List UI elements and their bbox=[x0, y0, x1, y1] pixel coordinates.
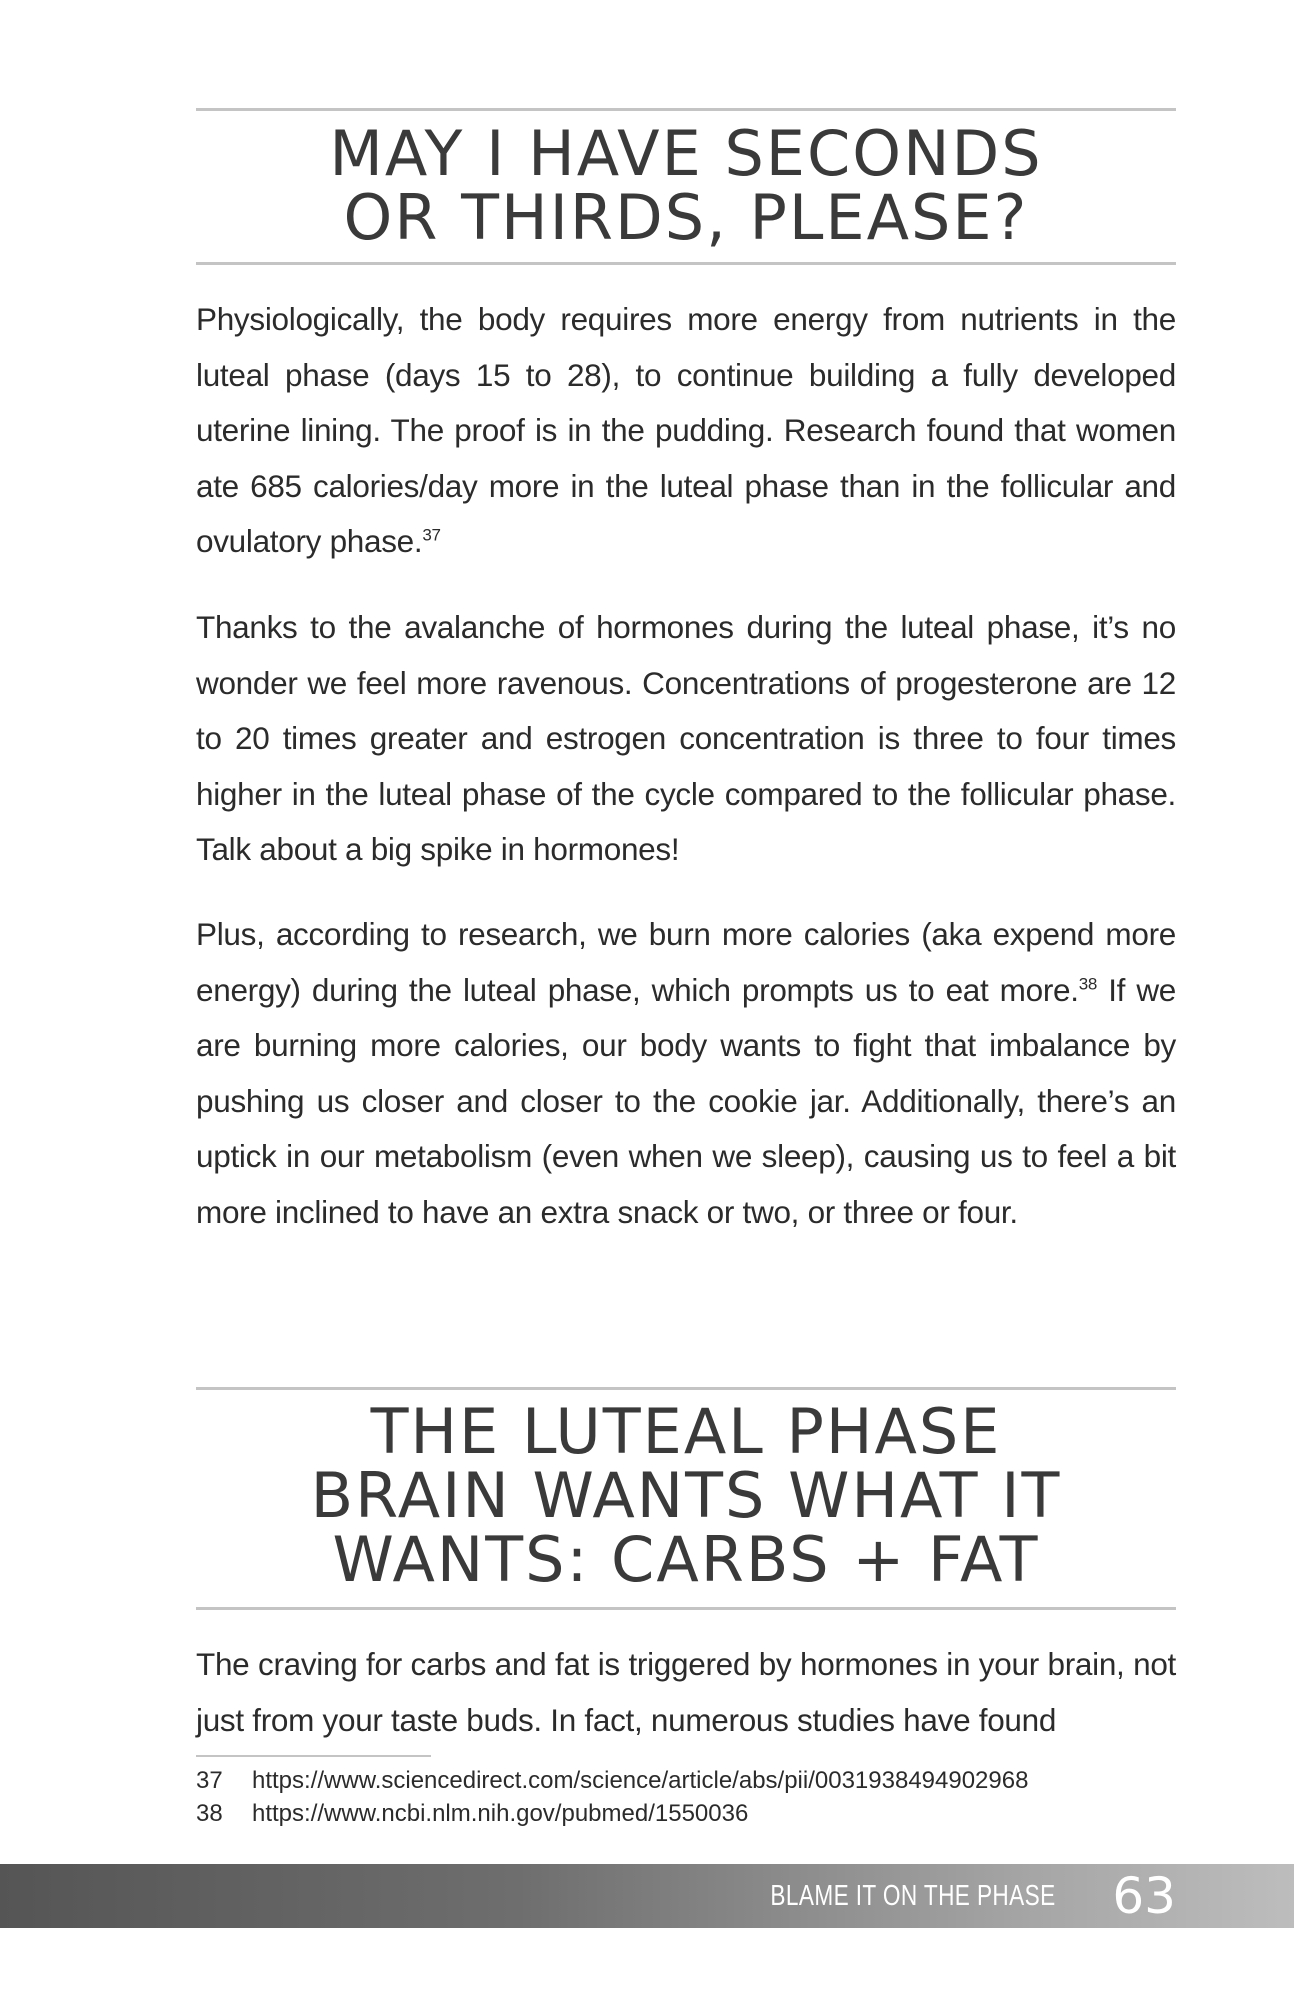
paragraph-text: Plus, according to research, we burn more calories (aka expend more energy) during the luteal phase, which prompts us to eat more. bbox=[196, 916, 1176, 1008]
footnote-number: 38 bbox=[196, 1800, 223, 1827]
footnote-number: 37 bbox=[196, 1767, 223, 1794]
paragraph-text: Physiologically, the body requires more energy from nutrients in the luteal phase (days 15 to 28), to continue building a fully developed uterine lining. The proof is in the pudding. Research found that women ate 685 calories/day more in the luteal phase than in the follicular and ovulatory phase. bbox=[196, 301, 1176, 559]
body-paragraph bbox=[196, 292, 1176, 570]
body-paragraph bbox=[196, 600, 1176, 878]
heading-bottom-rule bbox=[196, 1607, 1176, 1610]
body-paragraph bbox=[196, 907, 1176, 1240]
heading-line: BRAIN WANTS WHAT IT bbox=[310, 1459, 1062, 1532]
footnote-ref[interactable]: 38 bbox=[1078, 974, 1097, 993]
footnote-link[interactable]: https://www.ncbi.nlm.nih.gov/pubmed/1550036 bbox=[252, 1800, 749, 1827]
heading-line: THE LUTEAL PHASE bbox=[370, 1395, 1002, 1468]
footnote-divider bbox=[196, 1755, 431, 1757]
heading-line: OR THIRDS, PLEASE? bbox=[343, 181, 1029, 254]
footnote-item bbox=[196, 1797, 1176, 1830]
heading-bottom-rule bbox=[196, 262, 1176, 265]
section-heading bbox=[196, 1395, 1176, 1596]
heading-top-rule bbox=[196, 1387, 1176, 1390]
footnote-link[interactable]: https://www.sciencedirect.com/science/article/abs/pii/0031938494902968 bbox=[252, 1767, 1029, 1794]
footnote-ref[interactable]: 37 bbox=[422, 525, 441, 545]
heading-line: WANTS: CARBS + FAT bbox=[332, 1523, 1040, 1596]
footer-bar bbox=[0, 1864, 1294, 1928]
body-paragraph bbox=[196, 1637, 1176, 1748]
heading-top-rule bbox=[196, 108, 1176, 111]
paragraph-text: The craving for carbs and fat is triggered by hormones in your brain, not just from your taste buds. In fact, numerous studies have found bbox=[196, 1646, 1176, 1738]
page-number: 63 bbox=[1112, 1867, 1176, 1925]
paragraph-text: If we are burning more calories, our body wants to fight that imbalance by pushing us closer and closer to the cookie jar. Additionally, there’s an uptick in our metabolism (even when we sleep), causing us to feel a bit more inclined to have an extra snack or two, or three or four. bbox=[196, 971, 1176, 1230]
footer-book-title: BLAME IT ON THE PHASE bbox=[770, 1880, 1056, 1912]
paragraph-text: Thanks to the avalanche of hormones during the luteal phase, it’s no wonder we feel more ravenous. Concentrations of progesterone are 12 to 20 times greater and estrogen concentration is three to four times higher in the luteal phase of the cycle compared to the follicular phase. Talk about a big spike in hormones! bbox=[196, 609, 1176, 867]
section-heading bbox=[196, 117, 1176, 254]
footnote-item bbox=[196, 1764, 1176, 1797]
footnotes bbox=[196, 1764, 1176, 1830]
heading-line: MAY I HAVE SECONDS bbox=[329, 117, 1043, 190]
